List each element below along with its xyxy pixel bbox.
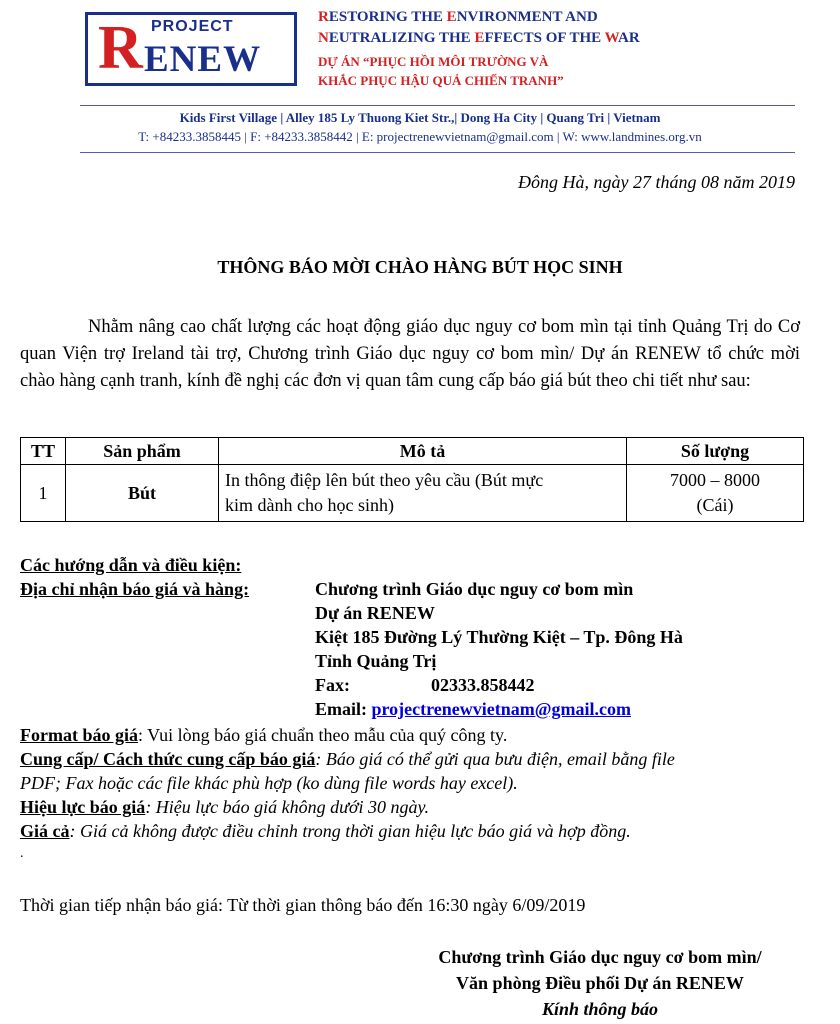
header-tt: TT — [21, 438, 66, 465]
document-date: Đông Hà, ngày 27 tháng 08 năm 2019 — [518, 172, 795, 192]
table-header-row — [21, 438, 804, 465]
org-title-vi-line1: DỰ ÁN “PHỤC HỒI MÔI TRƯỜNG VÀ — [318, 54, 549, 69]
email-line — [315, 697, 683, 721]
stray-dot: . — [20, 846, 24, 861]
address-line: Kiệt 185 Đường Lý Thường Kiệt – Tp. Đông Hà — [315, 627, 683, 647]
validity-label: Hiệu lực báo giá — [20, 797, 146, 817]
fax-line — [315, 673, 683, 697]
receiving-address — [315, 577, 683, 721]
fax-label: Fax: — [315, 675, 350, 695]
table-row — [21, 465, 804, 522]
validity-text: : Hiệu lực báo giá không dưới 30 ngày. — [145, 797, 430, 817]
cell-quantity-unit: (Cái) — [696, 495, 734, 515]
org-title-vietnamese — [318, 52, 798, 90]
header-address: Kids First Village | Alley 185 Ly Thuong Kiet Str.,| Dong Ha City | Quang Tri | Vietnam — [179, 110, 661, 125]
conditions-heading: Các hướng dẫn và điều kiện: — [20, 555, 242, 575]
header-description: Mô tả — [219, 438, 627, 465]
address-line: Chương trình Giáo dục nguy cơ bom mìn — [315, 579, 634, 599]
cell-quantity-range: 7000 – 8000 — [670, 470, 760, 490]
cell-description — [219, 465, 627, 522]
signature-block — [380, 944, 820, 1022]
org-title-english — [318, 7, 818, 49]
address-line: Tỉnh Quảng Trị — [315, 651, 437, 671]
logo-enew-text: ENEW — [144, 39, 262, 80]
cell-quantity — [627, 465, 804, 522]
header-divider-top — [80, 105, 795, 106]
project-renew-logo — [85, 12, 297, 86]
cell-description-line1: In thông điệp lên bút theo yêu cầu (Bút mực — [225, 470, 544, 490]
supply-label: Cung cấp/ Cách thức cung cấp báo giá — [20, 749, 316, 769]
validity-line — [20, 795, 429, 819]
logo-r-letter: R — [98, 14, 143, 82]
product-table — [20, 437, 804, 522]
supply-text: : Báo giá có thể gửi qua bưu điện, email bằng file — [315, 749, 675, 769]
org-title-english-line1: RESTORING THE ENVIRONMENT AND — [318, 9, 598, 25]
signature-line2: Văn phòng Điều phối Dự án RENEW — [456, 973, 744, 993]
deadline-text: Thời gian tiếp nhận báo giá: Từ thời gian thông báo đến 16:30 ngày 6/09/2019 — [20, 895, 586, 915]
format-label: Format báo giá — [20, 725, 138, 745]
price-line — [20, 819, 631, 843]
header-contacts: T: +84233.3858445 | F: +84233.3858442 | E: projectrenewvietnam@gmail.com | W: www.landmines.org.vn — [138, 129, 702, 144]
address-label: Địa chỉ nhận báo giá và hàng: — [20, 579, 250, 599]
address-line: Dự án RENEW — [315, 603, 435, 623]
signature-line3: Kính thông báo — [541, 999, 659, 1019]
cell-description-line2: kim dành cho học sinh) — [225, 495, 394, 515]
cell-product: Bút — [66, 465, 219, 522]
fax-number: 02333.858442 — [431, 675, 535, 695]
format-text: : Vui lòng báo giá chuẩn theo mẫu của quý công ty. — [137, 725, 508, 745]
price-label: Giá cả — [20, 821, 70, 841]
email-label: Email: — [315, 699, 367, 719]
supply-text-cont: PDF; Fax hoặc các file khác phù hợp (ko dùng file words hay excel). — [20, 773, 518, 793]
price-text: : Giá cả không được điều chỉnh trong thời gian hiệu lực báo giá và hợp đồng. — [69, 821, 631, 841]
header-product: Sản phẩm — [66, 438, 219, 465]
document-title: THÔNG BÁO MỜI CHÀO HÀNG BÚT HỌC SINH — [217, 257, 623, 277]
cell-tt: 1 — [21, 465, 66, 522]
format-line — [20, 723, 507, 747]
intro-paragraph: Nhằm nâng cao chất lượng các hoạt động giáo dục nguy cơ bom mìn tại tỉnh Quảng Trị do Cơ quan Viện trợ Ireland tài trợ, Chương trình Giáo dục nguy cơ bom mìn/ Dự án RENEW tổ chức mời chào hàng cạnh tranh, kính đề nghị các đơn vị quan tâm cung cấp báo giá bút theo chi tiết như sau: — [20, 317, 800, 391]
header-quantity: Số lượng — [627, 438, 804, 465]
org-title-english-line2: NEUTRALIZING THE EFFECTS OF THE WAR — [318, 30, 640, 46]
supply-line — [20, 747, 675, 771]
email-link[interactable]: projectrenewvietnam@gmail.com — [371, 699, 632, 719]
org-title-vi-line2: KHẮC PHỤC HẬU QUẢ CHIẾN TRANH” — [318, 73, 564, 88]
signature-line1: Chương trình Giáo dục nguy cơ bom mìn/ — [438, 947, 762, 967]
header-divider-bottom — [80, 152, 795, 153]
logo-project-text: PROJECT — [151, 18, 234, 35]
